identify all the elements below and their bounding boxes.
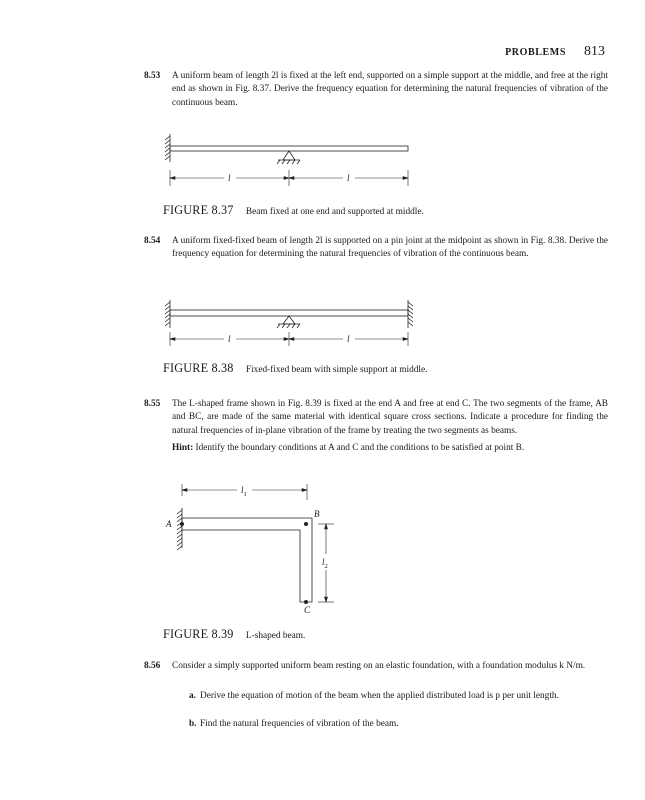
- beam: [170, 146, 408, 151]
- fixed-support-a: [177, 508, 182, 550]
- point-a-dot: [180, 522, 184, 526]
- problem-text: A uniform fixed-fixed beam of length 2l is supported on a pin joint at the midpoint as shown in Fig. 8.38. Derive the frequency equation for determining the natural frequencies of vibration of the continuous beam.: [172, 236, 608, 260]
- subitem-label: b.: [189, 719, 197, 729]
- problem-text: Consider a simply supported uniform beam resting on an elastic foundation, with a foundation modulus k N/m.: [172, 661, 586, 671]
- problem-text: A uniform beam of length 2l is fixed at the left end, supported on a simple support at the middle, and free at the right end as shown in Fig. 8.37. Derive the frequency equation for determining the natural frequencies of vibration of the continuous beam.: [172, 71, 608, 108]
- dim-l1-base: l: [241, 485, 244, 495]
- page-header: [505, 44, 605, 60]
- fixed-support-left: [165, 300, 170, 328]
- figure-8-37-caption: [163, 203, 424, 218]
- hint-text: Identify the boundary conditions at A and C and the conditions to be satisfied at point B.: [195, 443, 525, 454]
- running-head: PROBLEMS: [505, 47, 566, 58]
- figure-caption: L-shaped beam.: [245, 631, 306, 641]
- point-c-dot: [304, 600, 308, 604]
- label-c: C: [304, 605, 311, 615]
- figure-number: FIGURE 8.37: [163, 203, 234, 217]
- beam: [170, 310, 408, 316]
- dim-label-right: l: [347, 334, 350, 344]
- figure-8-39-diagram: [160, 482, 360, 618]
- problem-8-56: [144, 660, 608, 673]
- figure-8-39-caption: [163, 627, 305, 642]
- point-b-dot: [304, 522, 308, 526]
- figure-8-37-diagram: [160, 132, 420, 192]
- pin-support: [277, 316, 300, 328]
- dim-label-right: l: [347, 173, 350, 183]
- dim-l2-subscript: 2: [324, 563, 328, 570]
- problem-number: 8.56: [144, 661, 161, 671]
- pin-support: [277, 151, 300, 164]
- figure-8-38-caption: [163, 361, 427, 376]
- hint-label: Hint:: [172, 443, 194, 454]
- fixed-support-left: [165, 134, 170, 162]
- subitem-text: Find the natural frequencies of vibration of the beam.: [200, 719, 399, 729]
- dim-label-left: l: [228, 334, 231, 344]
- hint: [172, 442, 608, 455]
- figure-number: FIGURE 8.39: [163, 627, 234, 641]
- label-b: B: [314, 509, 320, 519]
- dim-label-left: l: [228, 173, 231, 183]
- problem-number: 8.55: [144, 399, 161, 409]
- problem-8-53: [144, 70, 608, 110]
- figure-8-38-diagram: [160, 298, 420, 350]
- subitem-b: [189, 718, 608, 731]
- figure-caption: Beam fixed at one end and supported at middle.: [245, 207, 424, 217]
- dim-l1-subscript: 1: [243, 491, 247, 498]
- dim-label-l2: [322, 557, 328, 570]
- problem-text: The L-shaped frame shown in Fig. 8.39 is fixed at the end A and free at end C. The two segments of the frame, AB and BC, are made of the same material with identical square cross sections. Indicate a procedure for finding the natural frequencies of in-plane vibration of the frame by treating the two segments as beams.: [172, 399, 608, 436]
- problem-8-54: [144, 235, 608, 262]
- dimension-lines: [170, 170, 408, 186]
- dim-label-l1: [241, 485, 247, 498]
- dimension-lines: [170, 332, 408, 346]
- problem-number: 8.53: [144, 71, 161, 81]
- dim-l2-base: l: [322, 557, 325, 567]
- subitem-a: [189, 690, 608, 703]
- problem-8-55: [144, 398, 608, 456]
- fixed-support-right: [408, 300, 413, 328]
- l-frame: [182, 518, 312, 602]
- label-a: A: [166, 519, 172, 529]
- figure-number: FIGURE 8.38: [163, 361, 234, 375]
- page-number: 813: [584, 44, 605, 59]
- problem-number: 8.54: [144, 236, 161, 246]
- figure-caption: Fixed-fixed beam with simple support at middle.: [245, 365, 428, 375]
- subitem-label: a.: [189, 691, 196, 701]
- subitem-text: Derive the equation of motion of the beam when the applied distributed load is p per unit length.: [200, 691, 559, 701]
